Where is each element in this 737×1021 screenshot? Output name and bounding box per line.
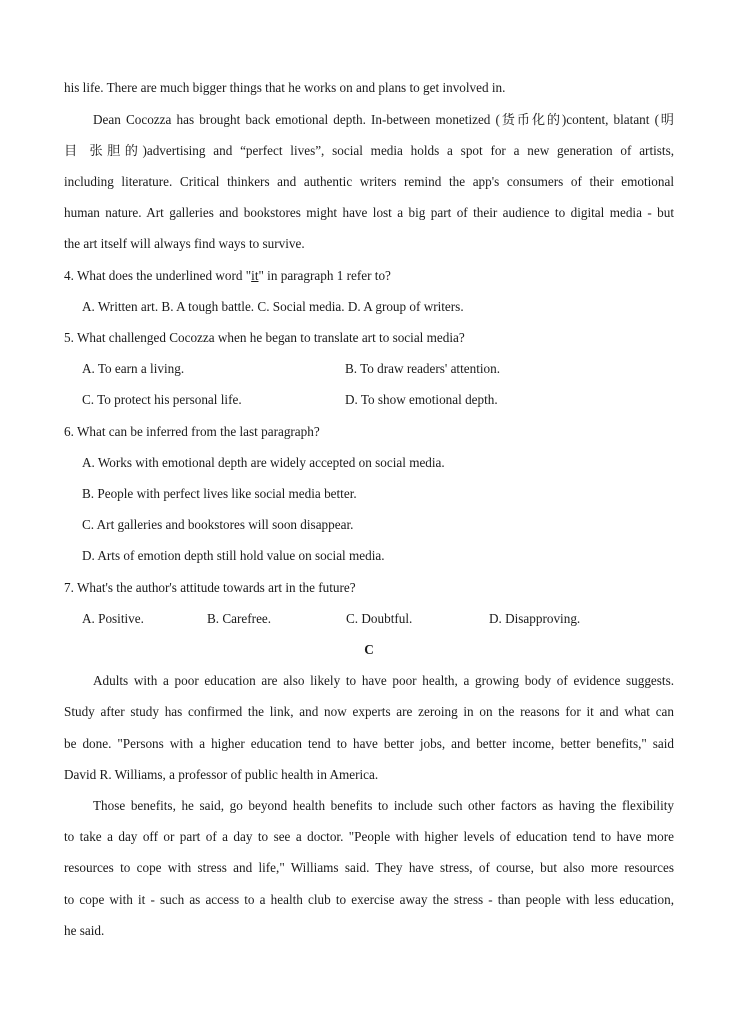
question-5-stem: 5. What challenged Cocozza when he began to translate art to social media?: [64, 330, 465, 345]
section-c-p2-line: he said.: [64, 923, 105, 938]
section-c-p2-line: to cope with it - such as access to a health club to exercise away the stress - than people with less education,: [64, 892, 674, 907]
section-c-p1-line: be done. "Persons with a higher education tend to have better jobs, and better income, better benefits," said: [64, 736, 674, 751]
section-c-p2-line: resources to cope with stress and life," Williams said. They have stress, of course, but also more resources: [64, 860, 674, 875]
question-6-stem: 6. What can be inferred from the last paragraph?: [64, 424, 320, 439]
section-c-p2-line: to take a day off or part of a day to see a doctor. "People with higher levels of education tend to have more: [64, 829, 674, 844]
section-c-p1-line: David R. Williams, a professor of public health in America.: [64, 767, 379, 782]
question-4-stem-post: " in paragraph 1 refer to?: [258, 268, 391, 283]
question-7-option-a: A. Positive.: [82, 611, 144, 626]
section-c-p1-line: Study after study has confirmed the link, and now experts are zeroing in on the reasons for it and what can: [64, 704, 674, 719]
question-4-stem-word: it: [251, 268, 259, 283]
passage-b-p2-line: Dean Cocozza has brought back emotional depth. In-between monetized (货币化的)content, blatant (明: [93, 112, 674, 127]
question-5-option-b: B. To draw readers' attention.: [345, 361, 501, 376]
passage-b-p2-line: human nature. Art galleries and bookstores might have lost a big part of their audience to digital media - but: [64, 205, 674, 220]
question-6-option-c: C. Art galleries and bookstores will soon disappear.: [82, 517, 354, 532]
section-c-heading: C: [364, 642, 374, 657]
question-7-option-b: B. Carefree.: [207, 611, 272, 626]
passage-b-p2-line: 目 张胆的)advertising and “perfect lives”, social media holds a spot for a new generation of artists,: [64, 143, 674, 158]
question-4-stem-pre: 4. What does the underlined word ": [64, 268, 252, 283]
question-6-option-a: A. Works with emotional depth are widely accepted on social media.: [82, 455, 445, 470]
question-4-stem: [64, 267, 674, 285]
question-4-options: A. Written art. B. A tough battle. C. Social media. D. A group of writers.: [82, 299, 464, 314]
section-c-p1-line: Adults with a poor education are also likely to have poor health, a growing body of evidence suggests.: [93, 673, 674, 688]
question-5-option-d: D. To show emotional depth.: [345, 392, 498, 407]
question-7-option-d: D. Disapproving.: [489, 611, 581, 626]
question-5-option-c: C. To protect his personal life.: [82, 392, 242, 407]
question-7-stem: 7. What's the author's attitude towards art in the future?: [64, 580, 356, 595]
section-c-p2-line: Those benefits, he said, go beyond health benefits to include such other factors as having the flexibility: [93, 798, 674, 813]
question-6-option-d: D. Arts of emotion depth still hold value on social media.: [82, 548, 385, 563]
question-7-option-c: C. Doubtful.: [346, 611, 413, 626]
passage-b-last-line: his life. There are much bigger things that he works on and plans to get involved in.: [64, 80, 506, 95]
passage-b-p2-line: including literature. Critical thinkers and authentic writers remind the app's consumers of their emotional: [64, 174, 674, 189]
question-5-option-a: A. To earn a living.: [82, 361, 185, 376]
passage-b-p2-line: the art itself will always find ways to survive.: [64, 236, 305, 251]
question-6-option-b: B. People with perfect lives like social media better.: [82, 486, 357, 501]
